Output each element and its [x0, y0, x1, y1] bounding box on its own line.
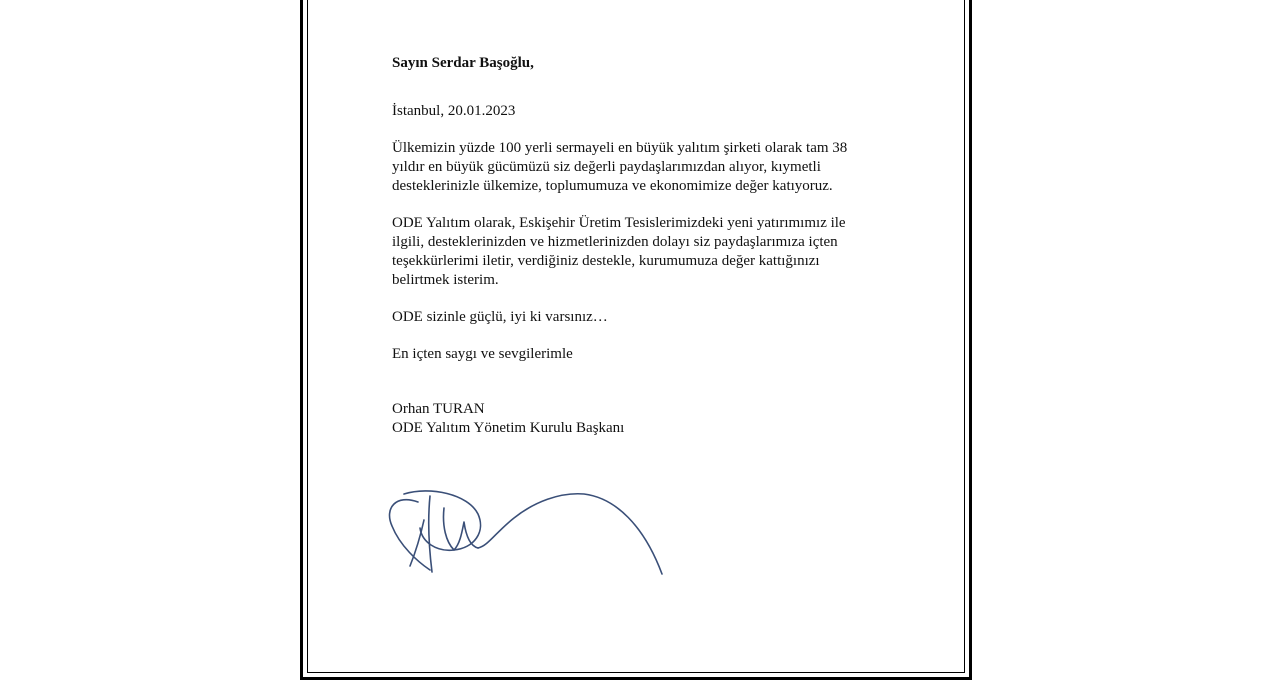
letter-body [392, 54, 892, 438]
paragraph-3: ODE sizinle güçlü, iyi ki varsınız… [392, 309, 608, 325]
date-line: İstanbul, 20.01.2023 [392, 103, 516, 119]
salutation: Sayın Serdar Başoğlu, [392, 55, 534, 71]
paragraph-2-line: teşekkürlerimi iletir, verdiğiniz destekle, kurumumuza değer kattığınızı [392, 253, 820, 269]
paragraph-2 [392, 214, 892, 290]
signer-block [392, 400, 892, 438]
handwritten-signature-icon [384, 486, 674, 582]
closing-line: En içten saygı ve sevgilerimle [392, 346, 573, 362]
paragraph-1-line: desteklerinizle ülkemize, toplumumuza ve ekonomimize değer katıyoruz. [392, 178, 833, 194]
paragraph-2-line: belirtmek isterim. [392, 272, 499, 288]
paragraph-1-line: yıldır en büyük gücümüzü siz değerli paydaşlarımızdan alıyor, kıymetli [392, 159, 821, 175]
paragraph-2-line: ODE Yalıtım olarak, Eskişehir Üretim Tesislerimizdeki yeni yatırımımız ile [392, 215, 846, 231]
signer-name: Orhan TURAN [392, 401, 485, 417]
paragraph-1-line: Ülkemizin yüzde 100 yerli sermayeli en büyük yalıtım şirketi olarak tam 38 [392, 140, 848, 156]
paragraph-1 [392, 139, 892, 196]
paragraph-2-line: ilgili, desteklerinizden ve hizmetlerinizden dolayı siz paydaşlarımıza içten [392, 234, 838, 250]
signer-title: ODE Yalıtım Yönetim Kurulu Başkanı [392, 420, 625, 436]
